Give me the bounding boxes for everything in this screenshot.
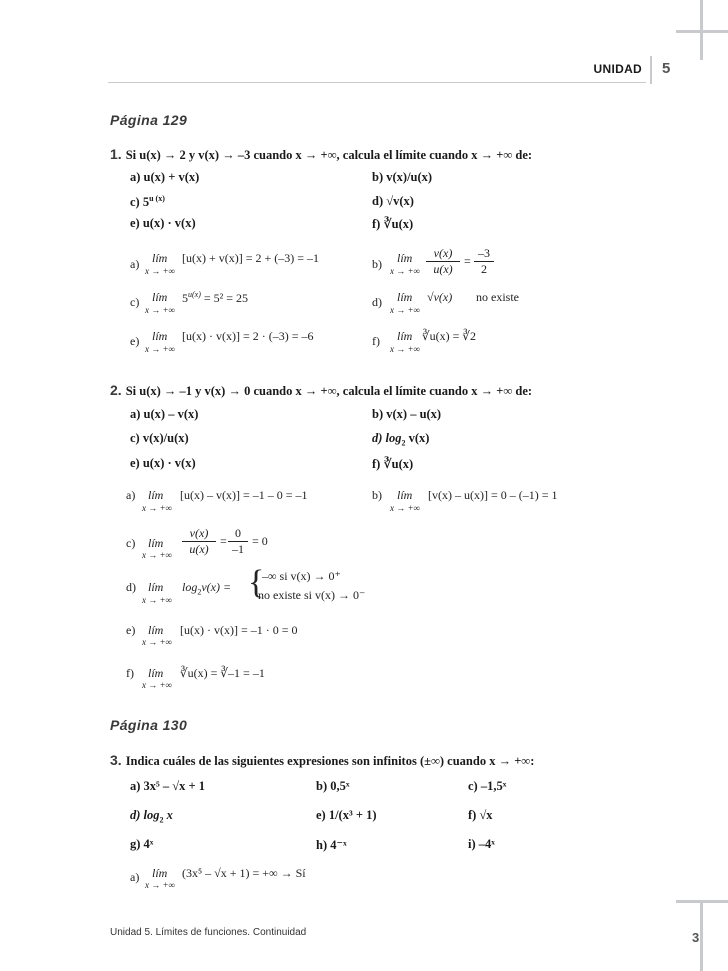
question-3-text: Indica cuáles de las siguientes expresiones son infinitos (±∞) cuando x → +∞: bbox=[125, 754, 535, 768]
q2-sol-f-sub: x → +∞ bbox=[142, 680, 172, 690]
q2-sol-c-den: u(x) bbox=[189, 542, 209, 556]
q1-sol-e-lim: lím bbox=[152, 329, 168, 343]
header-rule bbox=[108, 82, 646, 83]
q1-sol-b-rnum: –3 bbox=[478, 246, 490, 260]
q2-sol-b-lim: lím bbox=[397, 488, 413, 502]
q2-sol-d-body bbox=[182, 580, 231, 596]
q2-item-e: e) u(x) · v(x) bbox=[130, 456, 196, 470]
q2-item-d bbox=[372, 431, 429, 448]
q1-sol-a-body: [u(x) + v(x)] = 2 + (–3) = –1 bbox=[182, 251, 320, 265]
q2-item-d-base: 2 bbox=[401, 438, 406, 448]
q3-item-e: e) 1/(x³ + 1) bbox=[316, 808, 377, 822]
q2-sol-d-label: d) bbox=[126, 580, 136, 594]
corner-line-bottom-horizontal bbox=[676, 900, 728, 903]
q3-item-i: i) –4ˣ bbox=[468, 837, 495, 851]
q3-item-d-log: d) log bbox=[130, 808, 160, 822]
q2-item-d-arg: v(x) bbox=[405, 431, 430, 445]
q1-sol-c-base: 5 bbox=[182, 291, 188, 305]
q3-item-g: g) 4ˣ bbox=[130, 837, 154, 851]
q1-item-d: d) √v(x) bbox=[372, 194, 414, 208]
q1-sol-f-label: f) bbox=[372, 334, 380, 348]
q3-sol-a-lim: lím bbox=[152, 866, 168, 880]
q1-sol-e-label: e) bbox=[130, 334, 140, 348]
q1-sol-f-lim: lím bbox=[397, 329, 413, 343]
q1-sol-b-label: b) bbox=[372, 257, 382, 271]
q2-sol-c-rest: = 0 bbox=[252, 534, 268, 548]
q2-sol-d-arg: v(x) = bbox=[201, 580, 232, 594]
q3-item-f: f) √x bbox=[468, 808, 493, 822]
question-2-text: Si u(x) → –1 y v(x) → 0 cuando x → +∞, calcula el límite cuando x → +∞ de: bbox=[125, 384, 533, 398]
question-3-number: 3. bbox=[110, 752, 122, 768]
page-number: 3 bbox=[692, 930, 700, 945]
q2-sol-a-lim: lím bbox=[148, 488, 164, 502]
q1-sol-c-label: c) bbox=[130, 295, 140, 309]
q2-sol-b-label: b) bbox=[372, 488, 382, 502]
q1-sol-b-num: v(x) bbox=[433, 246, 453, 260]
unit-label: UNIDAD bbox=[593, 62, 642, 76]
q2-sol-e-sub: x → +∞ bbox=[142, 637, 172, 647]
q1-sol-f-body: ∛u(x) = ∛2 bbox=[422, 329, 477, 343]
q1-sol-b-den: u(x) bbox=[433, 262, 453, 276]
section-title-p129: Página 129 bbox=[110, 112, 188, 128]
q2-sol-c-rden: –1 bbox=[232, 542, 244, 556]
q1-sol-b-rden: 2 bbox=[481, 262, 487, 276]
q3-sol-a-label: a) bbox=[130, 870, 140, 884]
q2-sol-d-log: log bbox=[182, 580, 198, 594]
q3-item-h: h) 4⁻ˣ bbox=[316, 838, 347, 852]
q2-item-d-log: d) log bbox=[372, 431, 402, 445]
q1-item-c-base: c) 5 bbox=[130, 195, 150, 210]
q2-sol-b-sub: x → +∞ bbox=[390, 503, 420, 513]
q2-sol-a-label: a) bbox=[126, 488, 136, 502]
q1-item-c bbox=[130, 194, 165, 210]
q1-item-c-exp: u (x) bbox=[149, 194, 165, 203]
q2-sol-d-lim: lím bbox=[148, 580, 164, 594]
header-separator bbox=[650, 56, 652, 84]
q1-item-b: b) v(x)/u(x) bbox=[372, 170, 433, 184]
q1-sol-b-eq: = bbox=[464, 254, 471, 268]
q2-sol-f-lim: lím bbox=[148, 666, 164, 680]
q2-sol-f-label: f) bbox=[126, 666, 134, 680]
q1-sol-d-body: √v(x) bbox=[427, 290, 453, 304]
q3-item-a: a) 3x⁵ – √x + 1 bbox=[130, 779, 206, 793]
question-1-number: 1. bbox=[110, 146, 122, 162]
q1-sol-e-body: [u(x) · v(x)] = 2 · (–3) = –6 bbox=[182, 329, 314, 343]
q2-item-b: b) v(x) – u(x) bbox=[372, 407, 442, 421]
q3-item-d bbox=[130, 808, 173, 825]
q3-sol-a-sub: x → +∞ bbox=[145, 880, 175, 890]
corner-line-bottom-right bbox=[700, 900, 703, 971]
q2-sol-d-brace: { bbox=[248, 564, 265, 601]
q2-sol-e-lim: lím bbox=[148, 623, 164, 637]
q3-item-b: b) 0,5ˣ bbox=[316, 779, 350, 793]
q1-sol-c-lim: lím bbox=[152, 290, 168, 304]
q1-sol-b-sub: x → +∞ bbox=[390, 266, 420, 276]
q1-sol-d-rest: no existe bbox=[476, 290, 519, 304]
q1-item-a: a) u(x) + v(x) bbox=[130, 170, 200, 184]
q1-sol-d-lim: lím bbox=[397, 290, 413, 304]
q1-sol-c-sub: x → +∞ bbox=[145, 305, 175, 315]
q1-sol-d-label: d) bbox=[372, 295, 382, 309]
question-2 bbox=[110, 382, 532, 400]
q2-item-f: f) ∛u(x) bbox=[372, 457, 414, 471]
q1-sol-c-body bbox=[182, 290, 248, 306]
q2-sol-d-base: 2 bbox=[197, 587, 202, 597]
q1-sol-b-lim: lím bbox=[397, 251, 413, 265]
q2-sol-a-body: [u(x) – v(x)] = –1 – 0 = –1 bbox=[180, 488, 308, 502]
q2-sol-d-case1: –∞ si v(x) → 0⁺ bbox=[262, 569, 341, 583]
q1-sol-a-label: a) bbox=[130, 257, 140, 271]
q2-sol-f-body: ∛u(x) = ∛–1 = –1 bbox=[180, 666, 265, 680]
q2-sol-d-sub: x → +∞ bbox=[142, 595, 172, 605]
q2-sol-c-sub: x → +∞ bbox=[142, 550, 172, 560]
q1-sol-d-sub: x → +∞ bbox=[390, 305, 420, 315]
q2-item-a: a) u(x) – v(x) bbox=[130, 407, 199, 421]
q1-sol-f-sub: x → +∞ bbox=[390, 344, 420, 354]
q3-item-d-arg: x bbox=[163, 808, 173, 822]
question-1-text: Si u(x) → 2 y v(x) → –3 cuando x → +∞, calcula el límite cuando x → +∞ de: bbox=[125, 148, 533, 162]
q1-sol-e-sub: x → +∞ bbox=[145, 344, 175, 354]
question-1 bbox=[110, 146, 532, 164]
q2-sol-c-num: v(x) bbox=[189, 526, 209, 540]
unit-number: 5 bbox=[662, 60, 671, 77]
q2-sol-e-body: [u(x) · v(x)] = –1 · 0 = 0 bbox=[180, 623, 298, 637]
question-2-number: 2. bbox=[110, 382, 122, 398]
q2-sol-c-eq: = bbox=[220, 534, 227, 548]
q2-sol-a-sub: x → +∞ bbox=[142, 503, 172, 513]
q1-sol-a-sub: x → +∞ bbox=[145, 266, 175, 276]
q2-sol-d-case2: no existe si v(x) → 0⁻ bbox=[258, 588, 366, 602]
section-title-p130: Página 130 bbox=[110, 717, 188, 733]
q1-item-f: f) ∛u(x) bbox=[372, 217, 414, 231]
question-3 bbox=[110, 752, 534, 770]
q2-sol-c-label: c) bbox=[126, 536, 136, 550]
q1-sol-c-exp: u(x) bbox=[188, 290, 201, 299]
q2-item-c: c) v(x)/u(x) bbox=[130, 431, 189, 445]
q1-sol-c-rest: = 5² = 25 bbox=[203, 291, 249, 305]
q2-sol-c-lim: lím bbox=[148, 536, 164, 550]
q1-sol-a-lim: lím bbox=[152, 251, 168, 265]
q2-sol-e-label: e) bbox=[126, 623, 136, 637]
q3-sol-a-body: (3x⁵ – √x + 1) = +∞ → Sí bbox=[182, 866, 306, 880]
q2-sol-b-body: [v(x) – u(x)] = 0 – (–1) = 1 bbox=[428, 488, 558, 502]
corner-line-top-horizontal bbox=[676, 30, 728, 33]
q3-item-d-base: 2 bbox=[159, 815, 164, 825]
q1-item-e: e) u(x) · v(x) bbox=[130, 216, 196, 230]
q2-sol-c-rnum: 0 bbox=[235, 526, 241, 540]
q3-item-c: c) –1,5ˣ bbox=[468, 779, 507, 793]
footer-text: Unidad 5. Límites de funciones. Continuidad bbox=[110, 927, 307, 938]
